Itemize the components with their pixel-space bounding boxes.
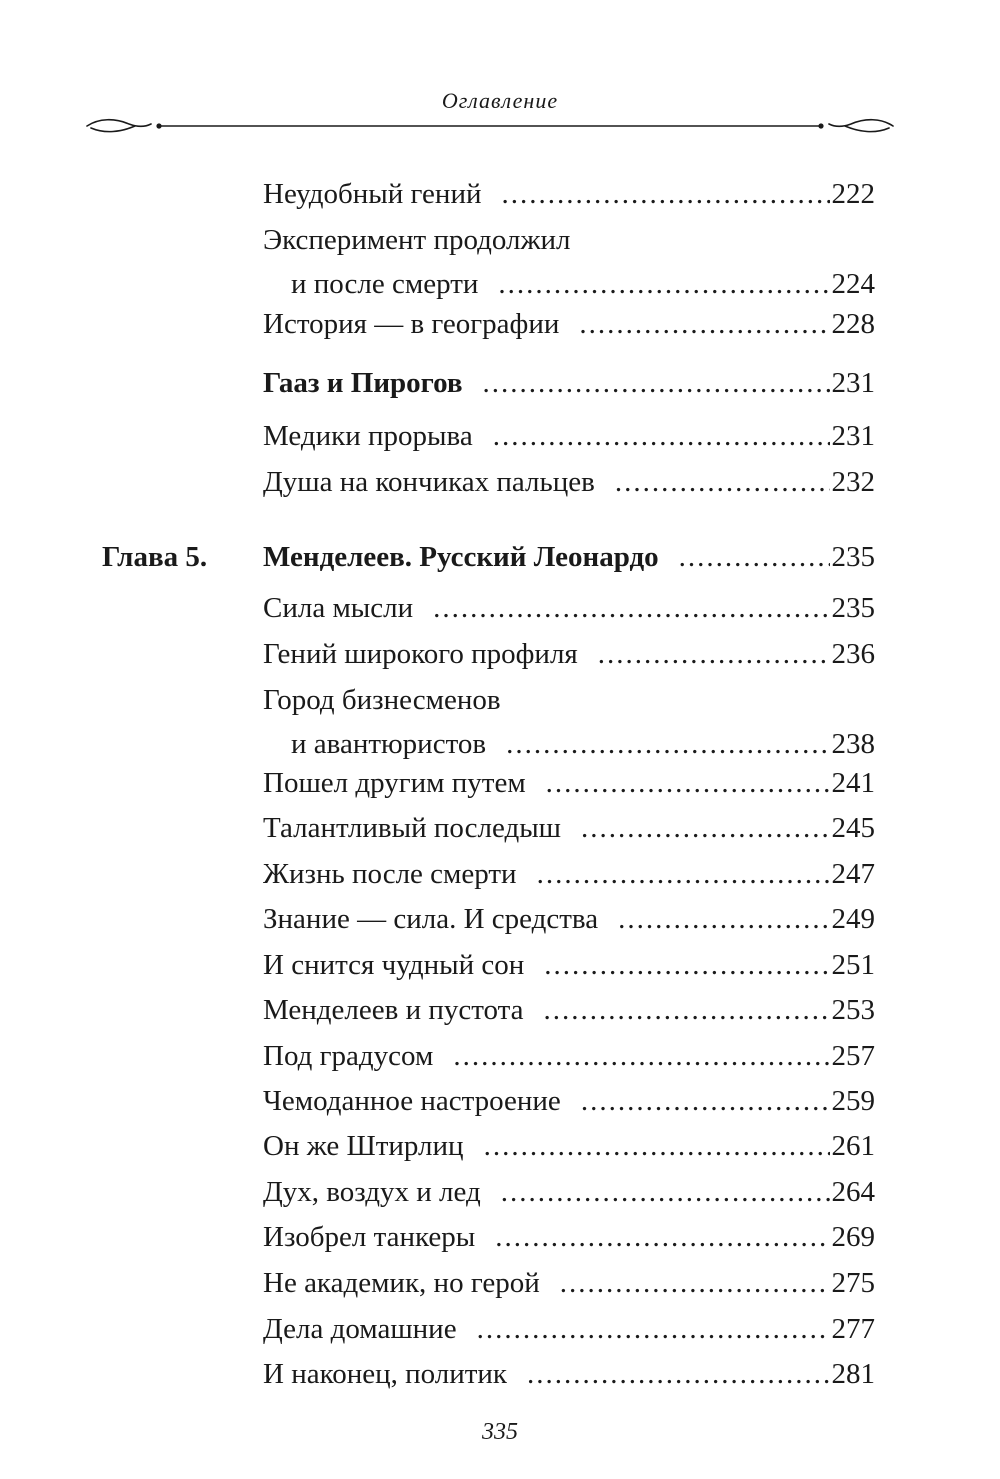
toc-entry-page: 245 xyxy=(831,812,875,844)
toc-entry[interactable] xyxy=(263,1261,875,1305)
toc-entry[interactable] xyxy=(263,460,875,504)
toc-entry-title: Гений широкого профиля xyxy=(263,638,578,670)
toc-entry-title: Знание — сила. И средства xyxy=(263,903,599,935)
dot-leader xyxy=(498,262,829,306)
toc-entry-title: Город бизнесменов xyxy=(263,684,501,716)
toc-entry[interactable] xyxy=(263,586,875,630)
toc-entry-page: 236 xyxy=(831,638,875,670)
dot-leader xyxy=(477,1307,830,1351)
toc-entry[interactable] xyxy=(263,988,875,1032)
toc-entry-title: Не академик, но герой xyxy=(263,1267,540,1299)
toc-entry-title: Пошел другим путем xyxy=(263,767,526,799)
toc-entry-page: 241 xyxy=(831,767,875,799)
toc-entry-page: 277 xyxy=(831,1313,875,1345)
toc-entry-title: И снится чудный сон xyxy=(263,949,525,981)
dot-leader xyxy=(544,943,829,987)
chapter-label: Глава 5. xyxy=(102,541,208,573)
toc-entry[interactable] xyxy=(263,761,875,805)
toc-entry-page: 251 xyxy=(831,949,875,981)
toc-entry-page: 228 xyxy=(831,308,875,340)
toc-entry-page: 235 xyxy=(831,541,875,573)
toc-entry-page: 232 xyxy=(831,466,875,498)
toc-entry[interactable] xyxy=(263,1079,875,1123)
toc-entry-title-continued: и после смерти xyxy=(291,268,479,300)
toc-entry[interactable] xyxy=(263,678,875,766)
toc-entry[interactable] xyxy=(263,1124,875,1168)
dot-leader xyxy=(484,1124,830,1168)
toc-entry[interactable] xyxy=(263,414,875,458)
toc-entry-title: Жизнь после смерти xyxy=(263,858,517,890)
toc-entry-title: И наконец, политик xyxy=(263,1358,508,1390)
toc-entry-title: Чемоданное настроение xyxy=(263,1085,561,1117)
toc-entry[interactable] xyxy=(263,943,875,987)
dot-leader xyxy=(560,1261,830,1305)
dot-leader xyxy=(581,1079,830,1123)
dot-leader xyxy=(453,1034,829,1078)
dot-leader xyxy=(493,414,830,458)
toc-entry-page: 231 xyxy=(831,367,875,399)
toc-entry-title: Душа на кончиках пальцев xyxy=(263,466,595,498)
toc-entry-page: 269 xyxy=(831,1221,875,1253)
toc-entry[interactable] xyxy=(263,1215,875,1259)
toc-entry[interactable] xyxy=(263,218,875,306)
toc-chapter-title: Менделеев. Русский Леонардо xyxy=(263,541,659,573)
toc-entry[interactable] xyxy=(263,632,875,676)
page-number: 335 xyxy=(482,1419,518,1445)
running-head: Оглавление xyxy=(441,88,559,113)
toc-entry[interactable] xyxy=(263,1034,875,1078)
toc-entry-page: 257 xyxy=(831,1040,875,1072)
toc-entry[interactable] xyxy=(263,302,875,346)
toc-entry[interactable] xyxy=(263,172,875,216)
toc-entry-page: 238 xyxy=(831,728,875,760)
dot-leader xyxy=(579,302,829,346)
toc-entry[interactable] xyxy=(263,897,875,941)
toc-entry-title: Он же Штирлиц xyxy=(263,1130,464,1162)
toc-entry-title: Сила мысли xyxy=(263,592,414,624)
toc-entry[interactable] xyxy=(263,1352,875,1396)
dot-leader xyxy=(618,897,829,941)
toc-entry-page: 259 xyxy=(831,1085,875,1117)
dot-leader xyxy=(544,988,830,1032)
dot-leader xyxy=(598,632,830,676)
dot-leader xyxy=(433,586,829,630)
toc-entry-title: Дела домашние xyxy=(263,1313,457,1345)
toc-entry-title: Талантливый последыш xyxy=(263,812,562,844)
toc-chapter-entry[interactable] xyxy=(263,535,875,579)
toc-entry-page: 253 xyxy=(831,994,875,1026)
dot-leader xyxy=(506,722,829,766)
toc-entry-title: Эксперимент продолжил xyxy=(263,224,571,256)
toc-entry-page: 224 xyxy=(831,268,875,300)
toc-section-entry[interactable] xyxy=(263,361,875,405)
dot-leader xyxy=(679,535,830,579)
toc-entry-title: Менделеев и пустота xyxy=(263,994,524,1026)
toc-entry-title: Под градусом xyxy=(263,1040,434,1072)
toc-entry-title-continued: и авантюристов xyxy=(291,728,487,760)
dot-leader xyxy=(581,806,829,850)
toc-entry[interactable] xyxy=(263,1307,875,1351)
toc-entry-title: Медики прорыва xyxy=(263,420,473,452)
toc-entry-page: 247 xyxy=(831,858,875,890)
toc-entry[interactable] xyxy=(263,1170,875,1214)
dot-leader xyxy=(483,361,830,405)
toc-entry-title: Неудобный гений xyxy=(263,178,482,210)
toc-entry-title: Изобрел танкеры xyxy=(263,1221,476,1253)
toc-entry[interactable] xyxy=(263,806,875,850)
toc-entry-page: 281 xyxy=(831,1358,875,1390)
toc-entry-page: 222 xyxy=(831,178,875,210)
dot-leader xyxy=(501,1170,830,1214)
toc-entry-title: Дух, воздух и лед xyxy=(263,1176,481,1208)
toc-entry[interactable] xyxy=(263,852,875,896)
toc-entry-page: 249 xyxy=(831,903,875,935)
toc-entry-title: История — в географии xyxy=(263,308,560,340)
toc-entry-title: Гааз и Пирогов xyxy=(263,367,463,399)
dot-leader xyxy=(527,1352,829,1396)
dot-leader xyxy=(495,1215,829,1259)
dot-leader xyxy=(546,761,830,805)
toc-entry-page: 264 xyxy=(831,1176,875,1208)
toc-entry-page: 231 xyxy=(831,420,875,452)
dot-leader xyxy=(502,172,830,216)
toc-entry-page: 235 xyxy=(831,592,875,624)
toc-entry-page: 275 xyxy=(831,1267,875,1299)
toc-entry-page: 261 xyxy=(831,1130,875,1162)
dot-leader xyxy=(615,460,830,504)
dot-leader xyxy=(537,852,830,896)
